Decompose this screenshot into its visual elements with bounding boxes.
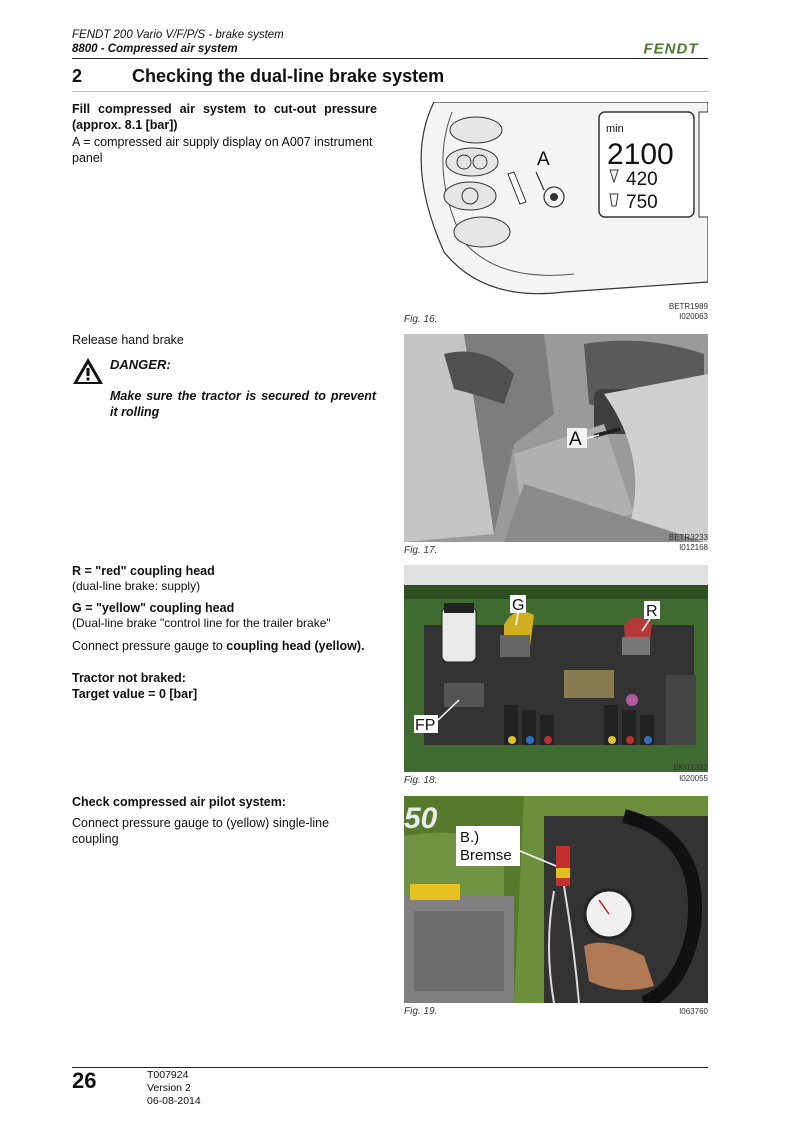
fig18-caption: Fig. 18.	[404, 775, 438, 786]
fig18-label-g: G	[512, 597, 525, 614]
fig18-code-a: EKI11382	[673, 763, 708, 772]
title-rule	[72, 91, 708, 92]
footer-date: 06-08-2014	[147, 1095, 201, 1107]
figure-19	[404, 796, 708, 1003]
fig17-code-b: I012168	[679, 543, 708, 552]
fig18-label-fp: FP	[415, 717, 436, 734]
fig18-label-r: R	[646, 603, 658, 620]
warning-triangle-icon	[72, 357, 104, 385]
g-coupling-sub: (Dual-line brake "control line for the trailer brake"	[72, 616, 331, 630]
page-number: 26	[72, 1068, 97, 1093]
footer-version: Version 2	[147, 1082, 191, 1094]
footer-rule	[72, 1067, 708, 1068]
block1-text: A = compressed air supply display on A007 instrument panel	[72, 135, 373, 165]
fig19-code-b: I063760	[679, 1007, 708, 1016]
block2-text: Release hand brake	[72, 333, 184, 347]
fig16-caption: Fig. 16.	[404, 314, 438, 325]
block1-heading: Fill compressed air system to cut-out pressure (approx. 8.1 [bar])	[72, 102, 377, 132]
fig19-code-a: EKI14755	[672, 996, 708, 1005]
header-rule	[72, 58, 708, 59]
r-coupling-heading: R = "red" coupling head	[72, 564, 215, 578]
fig17-caption: Fig. 17.	[404, 545, 438, 556]
footer-doc-number: T007924	[147, 1069, 189, 1081]
fig17-code-a: BETR3233	[668, 533, 708, 542]
fig16-label-a: A	[537, 149, 550, 170]
target-value: Target value = 0 [bar]	[72, 687, 198, 701]
figure-18	[404, 565, 708, 772]
fig16-value2: 750	[626, 192, 658, 213]
fig19-label-2: Bremse	[460, 847, 512, 864]
svg-text:FENDT: FENDT	[643, 40, 699, 56]
section-title: Checking the dual-line brake system	[132, 66, 445, 86]
header-chapter: 8800 - Compressed air system	[72, 43, 238, 55]
fig16-rpm: 2100	[607, 138, 674, 171]
fig19-caption: Fig. 19.	[404, 1006, 438, 1017]
fig19-label-1: B.)	[460, 829, 480, 846]
fig16-code-a: BETR1989	[668, 302, 708, 311]
figure-17	[404, 334, 708, 542]
header-model: FENDT 200 Vario V/F/P/S - brake system	[72, 29, 284, 41]
fig19-decal: 50	[404, 802, 438, 835]
fig17-label-a: A	[569, 429, 582, 450]
fendt-logo	[632, 40, 710, 56]
figure-16	[404, 102, 708, 312]
connect-gauge-text: Connect pressure gauge to coupling head (yellow).	[72, 639, 365, 653]
block4-text: Connect pressure gauge to (yellow) single-line coupling	[72, 816, 330, 846]
fig18-code-b: I020055	[679, 774, 708, 783]
tractor-not-braked: Tractor not braked:	[72, 671, 186, 685]
danger-label: DANGER:	[110, 357, 171, 372]
block4-heading: Check compressed air pilot system:	[72, 795, 286, 809]
g-coupling-heading: G = "yellow" coupling head	[72, 601, 235, 615]
fig16-code-b: I020063	[679, 312, 708, 321]
fig16-unit: min	[606, 123, 624, 135]
section-number: 2	[72, 66, 83, 86]
r-coupling-sub: (dual-line brake: supply)	[72, 579, 201, 593]
danger-text: Make sure the tractor is secured to prevent it rolling	[110, 389, 376, 419]
fig16-value1: 420	[626, 169, 658, 190]
